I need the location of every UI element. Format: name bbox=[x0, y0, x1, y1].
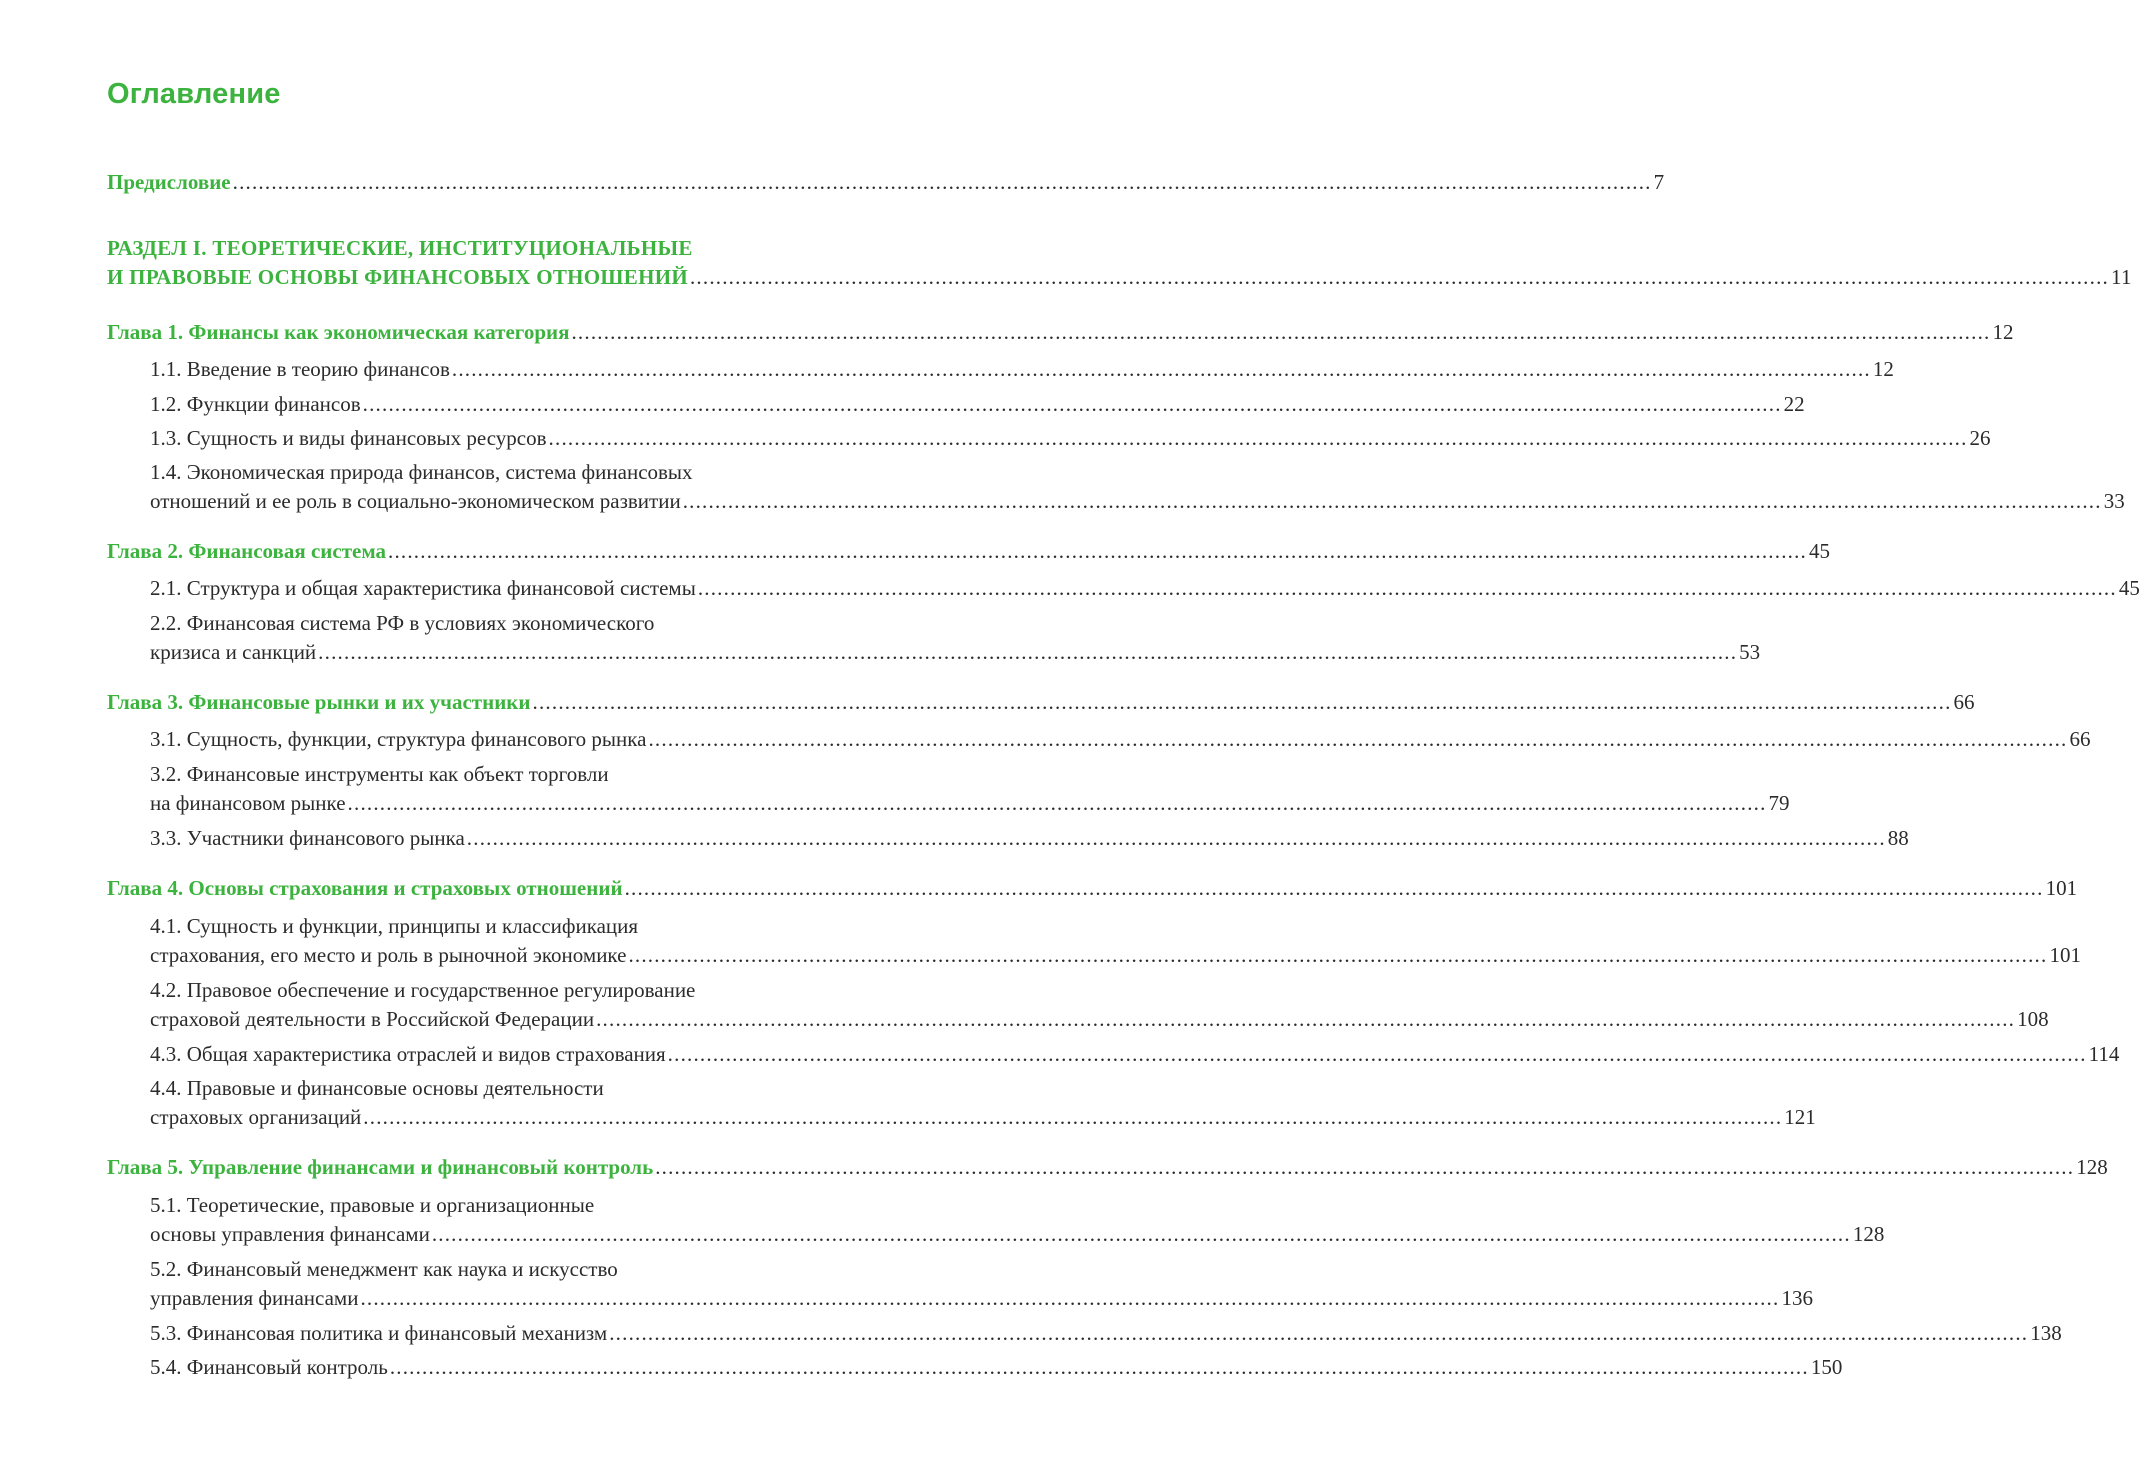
dot-leader: ............................................................................................................................................................................................................................ bbox=[689, 265, 2109, 289]
entry-title-line-2: отношений и ее роль в социально-экономическом развитии bbox=[150, 489, 681, 513]
page-number: 128 bbox=[2076, 1155, 2108, 1179]
toc-entry-2-1[interactable] bbox=[150, 574, 2140, 603]
entry-title-line-2: страхования, его место и роль в рыночной экономике bbox=[150, 943, 627, 967]
page-number: 138 bbox=[2030, 1321, 2062, 1345]
entry-title-line-1: 5.2. Финансовый менеджмент как наука и искусство bbox=[150, 1257, 618, 1281]
dot-leader: ............................................................................................................................................................................................................................ bbox=[363, 1105, 1783, 1129]
entry-title: 5.3. Финансовая политика и финансовый механизм bbox=[150, 1321, 608, 1345]
toc-entry-chapter-4[interactable] bbox=[107, 874, 2078, 903]
entry-title: 3.1. Сущность, функции, структура финансового рынка bbox=[150, 727, 647, 751]
dot-leader: ............................................................................................................................................................................................................................ bbox=[466, 826, 1886, 850]
page-number: 128 bbox=[1852, 1222, 1885, 1246]
entry-title: 3.3. Участники финансового рынка bbox=[150, 826, 465, 850]
page-number: 33 bbox=[2103, 489, 2125, 513]
entry-title: Глава 5. Управление финансами и финансовый контроль bbox=[107, 1155, 654, 1179]
toc-entry-4-1[interactable] bbox=[150, 912, 2081, 970]
page-number: 150 bbox=[1810, 1355, 1843, 1379]
entry-title-line-1: 4.4. Правовые и финансовые основы деятельности bbox=[150, 1076, 604, 1100]
entry-title-line-2: управления финансами bbox=[150, 1286, 359, 1310]
entry-title: Глава 3. Финансовые рынки и их участники bbox=[107, 690, 531, 714]
dot-leader: ............................................................................................................................................................................................................................ bbox=[655, 1155, 2075, 1179]
dot-leader: ............................................................................................................................................................................................................................ bbox=[362, 392, 1782, 416]
entry-title: Предисловие bbox=[107, 170, 231, 194]
dot-leader: ............................................................................................................................................................................................................................ bbox=[624, 876, 2044, 900]
entry-title-line-2: страховых организаций bbox=[150, 1105, 362, 1129]
toc-entry-1-1[interactable] bbox=[150, 355, 1894, 384]
entry-title-line-1: 1.4. Экономическая природа финансов, система финансовых bbox=[150, 460, 693, 484]
toc-entry-5-4[interactable] bbox=[150, 1353, 1843, 1382]
page-number: 88 bbox=[1887, 826, 1909, 850]
entry-title-line-1: 4.2. Правовое обеспечение и государственное регулирование bbox=[150, 978, 696, 1002]
dot-leader: ............................................................................................................................................................................................................................ bbox=[532, 690, 1952, 714]
page-number: 79 bbox=[1768, 791, 1790, 815]
toc-entry-4-4[interactable] bbox=[150, 1074, 1816, 1132]
entry-title: 2.1. Структура и общая характеристика финансовой системы bbox=[150, 576, 696, 600]
entry-title-line-2: страховой деятельности в Российской Федерации bbox=[150, 1007, 595, 1031]
dot-leader: ............................................................................................................................................................................................................................ bbox=[628, 943, 2048, 967]
dot-leader: ............................................................................................................................................................................................................................ bbox=[389, 1355, 1809, 1379]
page-number: 12 bbox=[1992, 320, 2014, 344]
entry-title: 5.4. Финансовый контроль bbox=[150, 1355, 388, 1379]
dot-leader: ............................................................................................................................................................................................................................ bbox=[388, 539, 1807, 563]
toc-entry-3-3[interactable] bbox=[150, 824, 1909, 853]
dot-leader: ............................................................................................................................................................................................................................ bbox=[347, 791, 1767, 815]
dot-leader: ............................................................................................................................................................................................................................ bbox=[431, 1222, 1851, 1246]
entry-title-line-1: РАЗДЕЛ I. ТЕОРЕТИЧЕСКИЕ, ИНСТИТУЦИОНАЛЬНЫЕ bbox=[107, 236, 693, 260]
dot-leader: ............................................................................................................................................................................................................................ bbox=[596, 1007, 2016, 1031]
page-number: 101 bbox=[2049, 943, 2081, 967]
dot-leader: ............................................................................................................................................................................................................................ bbox=[318, 640, 1738, 664]
entry-title-line-2: И ПРАВОВЫЕ ОСНОВЫ ФИНАНСОВЫХ ОТНОШЕНИЙ bbox=[107, 265, 688, 289]
page-number: 7 bbox=[1653, 170, 1665, 194]
page-number: 53 bbox=[1739, 640, 1761, 664]
toc-entry-1-2[interactable] bbox=[150, 390, 1805, 419]
toc-entry-section-1[interactable] bbox=[107, 234, 2132, 292]
page-number: 45 bbox=[1809, 539, 1830, 563]
dot-leader: ............................................................................................................................................................................................................................ bbox=[667, 1042, 2087, 1066]
entry-title-line-2: кризиса и санкций bbox=[150, 640, 317, 664]
toc-entry-2-2[interactable] bbox=[150, 609, 1761, 667]
entry-title: 1.1. Введение в теорию финансов bbox=[150, 357, 450, 381]
page-number: 45 bbox=[2118, 576, 2140, 600]
entry-title: 4.3. Общая характеристика отраслей и видов страхования bbox=[150, 1042, 666, 1066]
toc-entry-preface[interactable] bbox=[107, 168, 1665, 197]
page-number: 66 bbox=[2069, 727, 2091, 751]
toc-entry-3-1[interactable] bbox=[150, 725, 2091, 754]
dot-leader: ............................................................................................................................................................................................................................ bbox=[682, 489, 2102, 513]
toc-entry-5-1[interactable] bbox=[150, 1191, 1885, 1249]
dot-leader: ............................................................................................................................................................................................................................ bbox=[571, 320, 1991, 344]
entry-title-line-2: на финансовом рынке bbox=[150, 791, 346, 815]
entry-title: Глава 4. Основы страхования и страховых отношений bbox=[107, 876, 623, 900]
entry-title-line-1: 4.1. Сущность и функции, принципы и классификация bbox=[150, 914, 639, 938]
entry-title-line-1: 5.1. Теоретические, правовые и организационные bbox=[150, 1193, 595, 1217]
dot-leader: ............................................................................................................................................................................................................................ bbox=[548, 426, 1968, 450]
dot-leader: ............................................................................................................................................................................................................................ bbox=[451, 357, 1871, 381]
dot-leader: ............................................................................................................................................................................................................................ bbox=[609, 1321, 2029, 1345]
toc-entry-5-2[interactable] bbox=[150, 1255, 1813, 1313]
entry-title-line-2: основы управления финансами bbox=[150, 1222, 430, 1246]
page-number: 66 bbox=[1953, 690, 1975, 714]
dot-leader: ............................................................................................................................................................................................................................ bbox=[648, 727, 2068, 751]
toc-entry-4-2[interactable] bbox=[150, 976, 2049, 1034]
page-number: 26 bbox=[1969, 426, 1991, 450]
entry-title-line-1: 2.2. Финансовая система РФ в условиях экономического bbox=[150, 611, 655, 635]
entry-title: 1.3. Сущность и виды финансовых ресурсов bbox=[150, 426, 547, 450]
page-number: 12 bbox=[1872, 357, 1894, 381]
dot-leader: ............................................................................................................................................................................................................................ bbox=[697, 576, 2117, 600]
page-number: 11 bbox=[2110, 265, 2132, 289]
toc-entry-3-2[interactable] bbox=[150, 760, 1790, 818]
page-title: Оглавление bbox=[107, 78, 281, 110]
toc-entry-4-3[interactable] bbox=[150, 1040, 2120, 1069]
page-number: 114 bbox=[2088, 1042, 2120, 1066]
toc-entry-5-3[interactable] bbox=[150, 1319, 2062, 1348]
toc-entry-1-3[interactable] bbox=[150, 424, 1991, 453]
toc-entry-1-4[interactable] bbox=[150, 458, 2125, 516]
entry-title-line-1: 3.2. Финансовые инструменты как объект торговли bbox=[150, 762, 609, 786]
toc-entry-chapter-2[interactable] bbox=[107, 537, 1830, 566]
dot-leader: ............................................................................................................................................................................................................................ bbox=[360, 1286, 1780, 1310]
page-number: 22 bbox=[1783, 392, 1805, 416]
toc-entry-chapter-5[interactable] bbox=[107, 1153, 2108, 1182]
toc-entry-chapter-3[interactable] bbox=[107, 688, 1975, 717]
entry-title: 1.2. Функции финансов bbox=[150, 392, 361, 416]
entry-title: Глава 1. Финансы как экономическая категория bbox=[107, 320, 570, 344]
toc-entry-chapter-1[interactable] bbox=[107, 318, 2014, 347]
page-number: 121 bbox=[1784, 1105, 1816, 1129]
page-number: 108 bbox=[2017, 1007, 2049, 1031]
dot-leader: ............................................................................................................................................................................................................................ bbox=[232, 170, 1652, 194]
page-number: 101 bbox=[2045, 876, 2078, 900]
entry-title: Глава 2. Финансовая система bbox=[107, 539, 386, 563]
page-number: 136 bbox=[1781, 1286, 1813, 1310]
